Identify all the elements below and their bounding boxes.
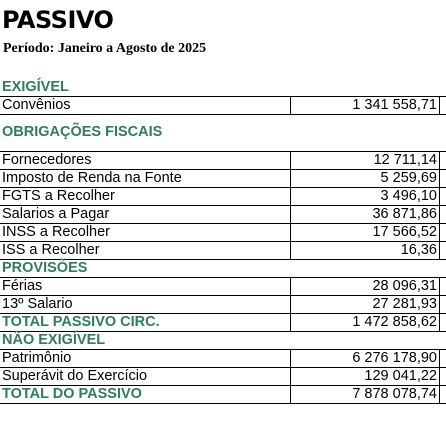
row-fgts-label: FGTS a Recolher: [2, 188, 115, 204]
row-superavit-label: Superávit do Exercício: [2, 368, 148, 384]
section-exigivel-label: EXIGÍVEL: [2, 79, 69, 95]
section-provisoes-label: PROVISÕES: [2, 260, 88, 276]
row-decimo-terceiro: [0, 296, 446, 314]
row-superavit: [0, 368, 446, 386]
row-irf: [0, 170, 446, 188]
row-iss: [0, 242, 446, 260]
row-ferias: [0, 278, 446, 296]
row-convenios-label: Convênios: [2, 97, 71, 113]
total-passivo-value: 7 878 078,74: [290, 386, 440, 403]
row-fgts-value: 3 496,10: [290, 188, 440, 205]
row-decimo-value: 27 281,93: [290, 296, 440, 313]
page-title: PASSIVO: [2, 6, 114, 34]
row-irf-label: Imposto de Renda na Fonte: [2, 170, 182, 186]
section-nao-exigivel-label: NÃO EXIGÍVEL: [2, 332, 106, 348]
section-obrigacoes-label: OBRIGAÇÕES FISCAIS: [2, 124, 163, 140]
total-circ-label: TOTAL PASSIVO CIRC.: [2, 314, 160, 330]
row-fornecedores-label: Fornecedores: [2, 152, 92, 168]
row-decimo-label: 13º Salario: [2, 296, 73, 312]
row-salarios-value: 36 871,86: [290, 206, 440, 223]
row-ferias-value: 28 096,31: [290, 278, 440, 295]
row-superavit-value: 129 041,22: [290, 368, 440, 385]
row-inss-label: INSS a Recolher: [2, 224, 110, 240]
row-convenios: [0, 97, 446, 115]
section-exigivel: [0, 79, 446, 97]
row-total-passivo-circ: [0, 314, 446, 332]
row-irf-value: 5 259,69: [290, 170, 440, 187]
row-patrimonio-value: 6 276 178,90: [290, 350, 440, 367]
section-obrigacoes-fiscais: [0, 115, 446, 152]
section-provisoes: [0, 260, 446, 278]
row-inss-value: 17 566,52: [290, 224, 440, 241]
row-fornecedores: [0, 152, 446, 170]
row-inss: [0, 224, 446, 242]
liabilities-table: [0, 79, 446, 404]
row-iss-value: 16,36: [290, 242, 440, 259]
row-fornecedores-value: 12 711,14: [290, 152, 440, 169]
total-circ-value: 1 472 858,62: [290, 314, 440, 331]
total-passivo-label: TOTAL DO PASSIVO: [2, 386, 142, 402]
period-subtitle: Período: Janeiro a Agosto de 2025: [3, 41, 207, 56]
row-iss-label: ISS a Recolher: [2, 242, 100, 258]
row-convenios-value: 1 341 558,71: [290, 97, 440, 114]
row-salarios: [0, 206, 446, 224]
row-patrimonio-label: Patrimônio: [2, 350, 72, 366]
row-total-do-passivo: [0, 386, 446, 404]
row-patrimonio: [0, 350, 446, 368]
row-salarios-label: Salarios a Pagar: [2, 206, 110, 222]
section-nao-exigivel: [0, 332, 446, 350]
row-ferias-label: Férias: [2, 278, 43, 294]
row-fgts: [0, 188, 446, 206]
